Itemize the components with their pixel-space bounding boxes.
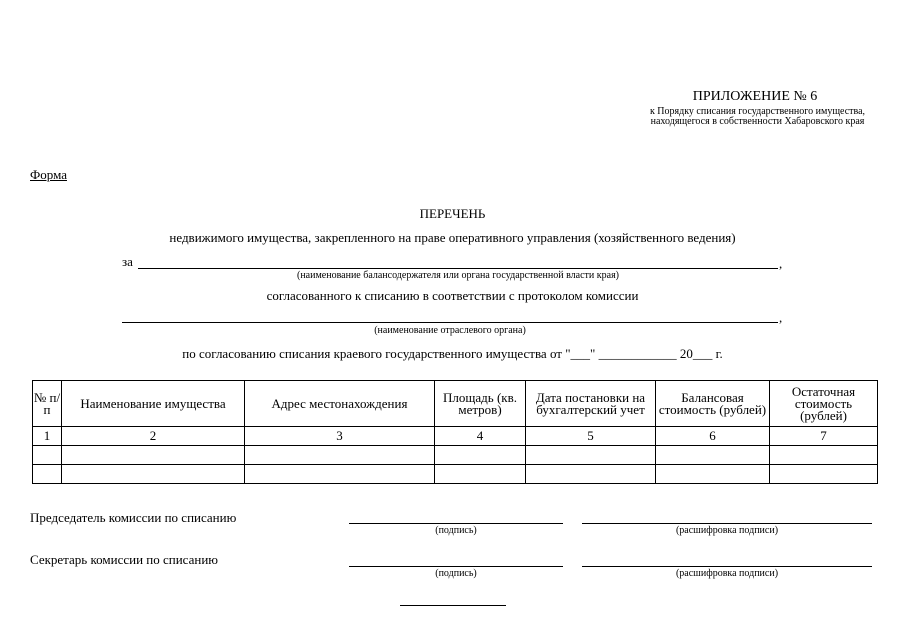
column-number-row: [33, 427, 878, 446]
column-number: 5: [526, 427, 656, 446]
header-address: Адрес местонахождения: [245, 381, 435, 427]
secretary-label: Секретарь комиссии по списанию: [30, 552, 218, 567]
industry-body-fill-line: [122, 322, 778, 323]
column-number: 4: [435, 427, 526, 446]
table-cell: [33, 465, 62, 484]
table-cell: [656, 446, 770, 465]
agreement-date-text: по согласованию списания краевого государственного имущества от "___" ____________ 20___ г.: [182, 346, 723, 361]
secretary-decoding-line: [582, 566, 872, 567]
header-book-value: Балансовая стоимость (рублей): [656, 381, 770, 427]
table-cell: [245, 465, 435, 484]
property-table: [32, 380, 878, 484]
column-number: 2: [62, 427, 245, 446]
appendix-reference: к Порядку списания государственного имущества, находящегося в собственности Хабаровского края: [649, 106, 866, 127]
footnote-separator: [400, 605, 506, 606]
appendix-title: ПРИЛОЖЕНИЕ № 6: [692, 89, 818, 104]
comma: ,: [779, 256, 783, 271]
table-cell: [62, 465, 245, 484]
balance-holder-fill-line: [138, 268, 778, 269]
table-cell: [62, 446, 245, 465]
secretary-signature-line: [349, 566, 563, 567]
balance-holder-caption: (наименование балансодержателя или органа государственной власти края): [296, 270, 620, 281]
secretary-signature-caption: (подпись): [435, 568, 477, 579]
table-cell: [526, 446, 656, 465]
table-row: [33, 446, 878, 465]
chairman-decoding-caption: (расшифровка подписи): [675, 525, 779, 536]
document-title: ПЕРЕЧЕНЬ: [419, 206, 486, 221]
table-cell: [435, 465, 526, 484]
document-subtitle: недвижимого имущества, закрепленного на праве оперативного управления (хозяйственного ведения): [169, 230, 736, 245]
column-number: 6: [656, 427, 770, 446]
table-cell: [656, 465, 770, 484]
comma: ,: [779, 310, 783, 325]
table-cell: [245, 446, 435, 465]
table-cell: [435, 446, 526, 465]
table-row: [33, 465, 878, 484]
table-cell: [526, 465, 656, 484]
chairman-signature-line: [349, 523, 563, 524]
header-registration-date: Дата постановки на бухгалтерский учет: [526, 381, 656, 427]
table-cell: [770, 465, 878, 484]
header-number: № п/п: [33, 381, 62, 427]
column-number: 3: [245, 427, 435, 446]
industry-body-caption: (наименование отраслевого органа): [374, 325, 526, 336]
agreed-subtitle: согласованного к списанию в соответствии с протоколом комиссии: [266, 288, 639, 303]
header-name: Наименование имущества: [62, 381, 245, 427]
za-label: за: [122, 254, 133, 269]
chairman-signature-caption: (подпись): [435, 525, 477, 536]
chairman-decoding-line: [582, 523, 872, 524]
form-label: Форма: [30, 167, 67, 182]
table-cell: [770, 446, 878, 465]
column-number: 7: [770, 427, 878, 446]
column-number: 1: [33, 427, 62, 446]
header-residual-value: Остаточная стоимость (рублей): [770, 381, 878, 427]
table-header-row: [33, 381, 878, 427]
header-area: Площадь (кв. метров): [435, 381, 526, 427]
table-cell: [33, 446, 62, 465]
chairman-label: Председатель комиссии по списанию: [30, 510, 237, 525]
secretary-decoding-caption: (расшифровка подписи): [675, 568, 779, 579]
